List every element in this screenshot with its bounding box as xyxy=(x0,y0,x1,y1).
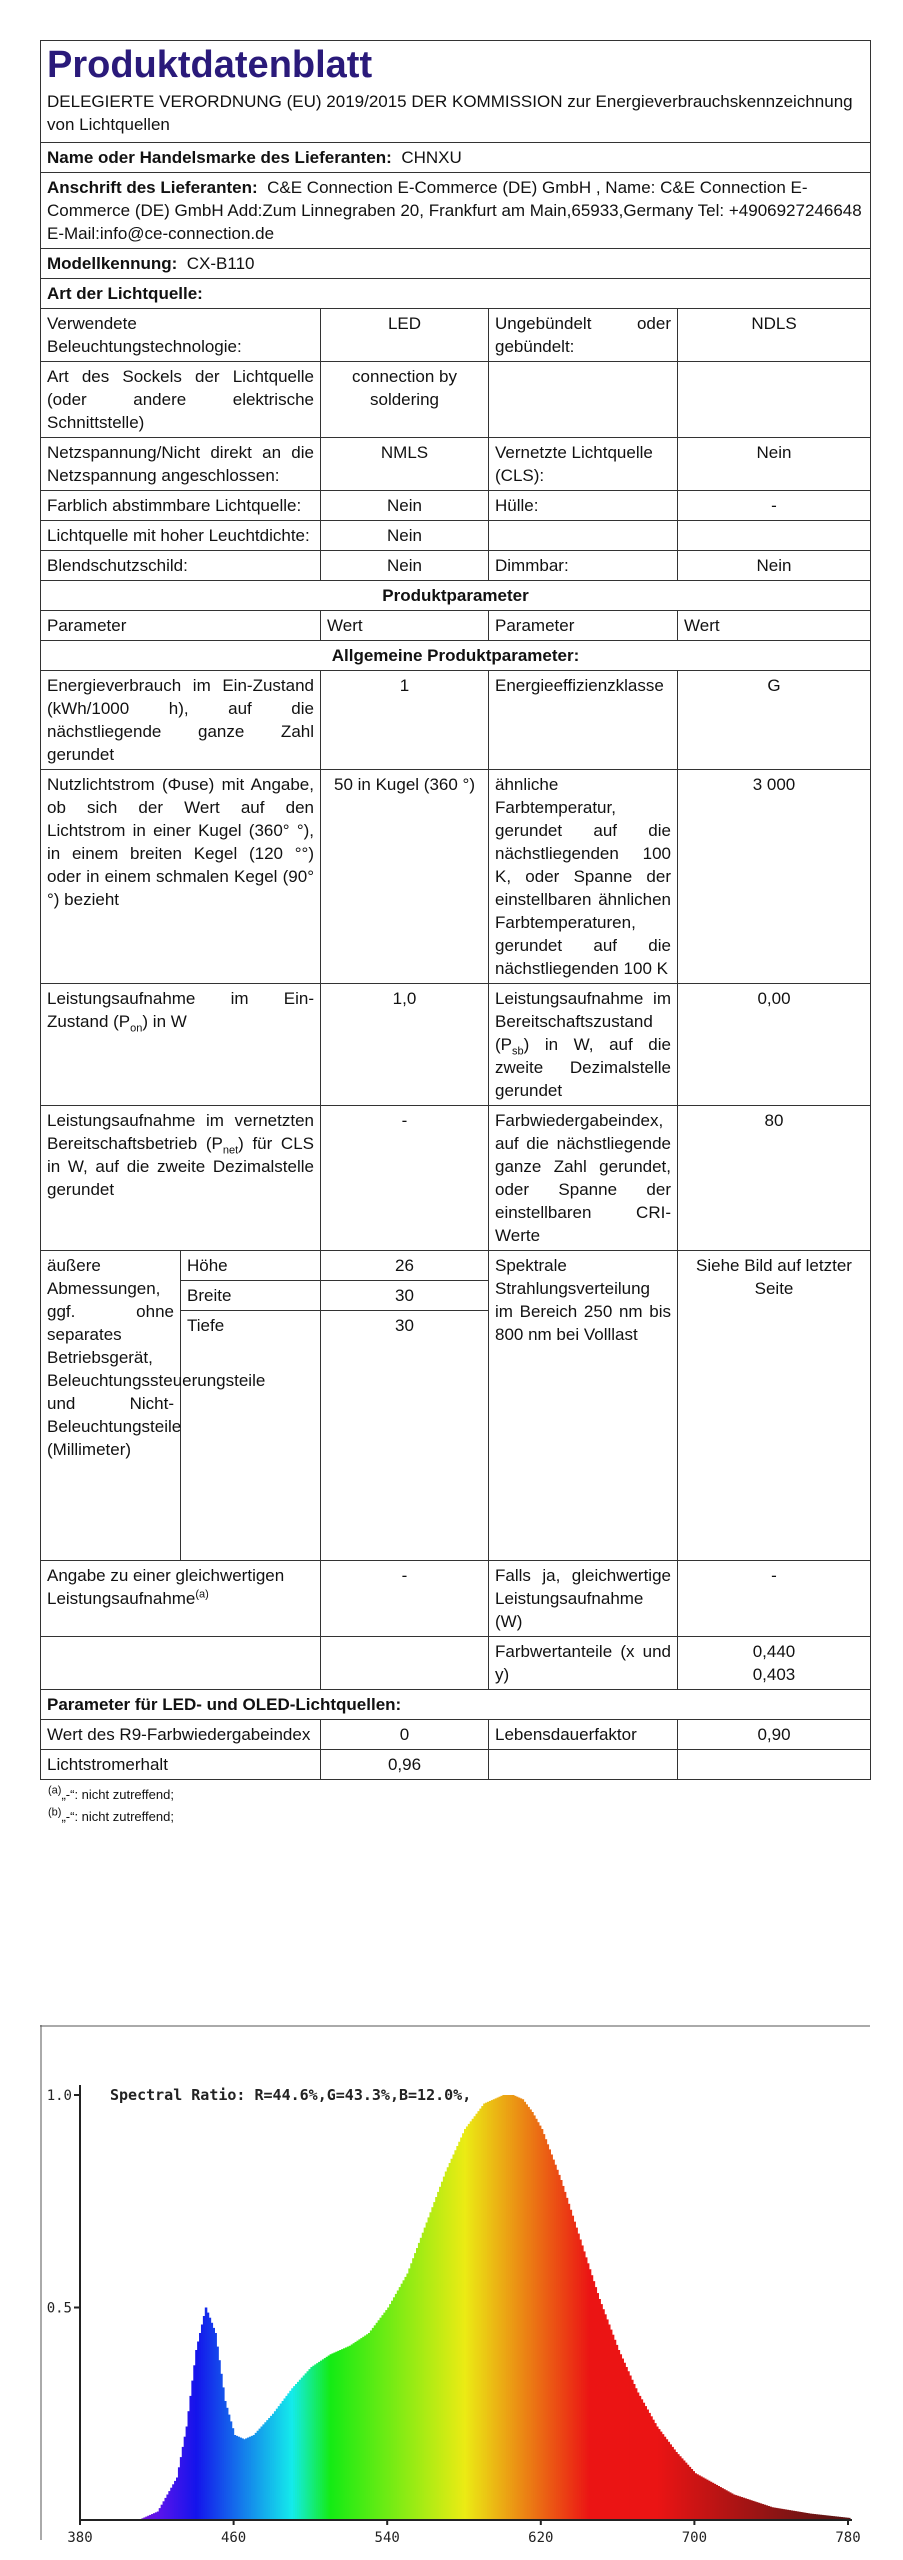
cell-label: Art des Sockels der Lichtquelle (oder andere elektrische Schnittstelle) xyxy=(41,362,321,438)
equivalent-power-value: - xyxy=(321,1561,489,1637)
energy-consumption-value: 1 xyxy=(321,671,489,770)
spectral-distribution-label: Spektrale Strahlungsverteilung im Bereich 250 nm bis 800 nm bei Volllast xyxy=(489,1251,678,1561)
table-row xyxy=(41,362,871,438)
supplier-name-row xyxy=(41,143,871,173)
cell-value: - xyxy=(678,491,871,521)
luminous-flux-value: 50 in Kugel (360 °) xyxy=(321,770,489,984)
light-source-heading: Art der Lichtquelle: xyxy=(41,279,871,309)
equivalent-power-label: Angabe zu einer gleichwertigen Leistungsaufnahme$^{(a)}$ xyxy=(41,1561,321,1637)
lumen-maintenance-label: Lichtstromerhalt xyxy=(41,1750,321,1780)
y-tick-label: 0.5 xyxy=(46,2300,72,2317)
luminous-flux-label: Nutzlichtstrom (Φuse) mit Angabe, ob sich der Wert auf den Lichtstrom in einer Kugel (360° °), in einem breiten Kegel (120 °°) oder in einem schmalen Kegel (90° °) bezieht xyxy=(41,770,321,984)
cell-value: Nein xyxy=(678,551,871,581)
cell-label: Dimmbar: xyxy=(489,551,678,581)
model-row xyxy=(41,249,871,279)
cell-label: Netzspannung/Nicht direkt an die Netzspannung angeschlossen: xyxy=(41,438,321,491)
depth-label: Tiefe xyxy=(181,1311,321,1561)
table-row xyxy=(41,770,871,984)
x-tick-label: 380 xyxy=(67,2530,93,2545)
supplier-name-value: CHNXU xyxy=(401,148,462,167)
model-label: Modellkennung: xyxy=(47,254,178,273)
column-header-row xyxy=(41,611,871,641)
cell-label xyxy=(489,521,678,551)
cell-label: Farblich abstimmbare Lichtquelle: xyxy=(41,491,321,521)
supplier-address-label: Anschrift des Lieferanten: xyxy=(47,178,258,197)
table-row xyxy=(41,1561,871,1637)
cri-value: 80 xyxy=(678,1106,871,1251)
equivalent-watt-label: Falls ja, gleichwertige Leistungsaufnahme (W) xyxy=(489,1561,678,1637)
cell-value: NDLS xyxy=(678,309,871,362)
energy-consumption-label: Energieverbrauch im Ein-Zustand (kWh/1000 h), auf die nächstliegende ganze Zahl gerundet xyxy=(41,671,321,770)
spectrum-bars xyxy=(140,2095,851,2520)
table-row xyxy=(41,984,871,1106)
standby-power-label: Leistungsaufnahme im Bereitschaftszustand $(P_{sb})$ in W, auf die zweite Dezimalstelle gerundet xyxy=(489,984,678,1106)
width-value: 30 xyxy=(321,1281,489,1311)
cell-label: Blendschutzschild: xyxy=(41,551,321,581)
table-row xyxy=(41,438,871,491)
cell-label xyxy=(489,362,678,438)
x-tick-label: 620 xyxy=(528,2530,554,2545)
r9-value: 0 xyxy=(321,1720,489,1750)
lumen-maintenance-value: 0,96 xyxy=(321,1750,489,1780)
table-row xyxy=(41,309,871,362)
x-tick-label: 460 xyxy=(220,2530,247,2545)
product-datasheet xyxy=(40,40,870,1826)
x-tick-label: 780 xyxy=(835,2530,861,2545)
led-params-heading: Parameter für LED- und OLED-Lichtquellen: xyxy=(41,1690,871,1720)
footnote-a: $^{(a)}$„-“: nicht zutreffend; xyxy=(48,1784,174,1802)
x-tick-label: 700 xyxy=(681,2530,708,2545)
equivalent-watt-value: - xyxy=(678,1561,871,1637)
cell-value: Nein xyxy=(321,551,489,581)
depth-value: 30 xyxy=(321,1311,489,1561)
y-tick-label: 1.0 xyxy=(46,2088,72,2104)
column-header: Wert xyxy=(321,611,489,641)
standby-power-value: 0,00 xyxy=(678,984,871,1106)
cell-label: Lichtquelle mit hoher Leuchtdichte: xyxy=(41,521,321,551)
datasheet-table xyxy=(40,40,871,1780)
table-row xyxy=(41,551,871,581)
supplier-address-row xyxy=(41,173,871,249)
on-mode-power-label: Leistungsaufnahme im Ein-Zustand $(P_{on})$ in W xyxy=(41,984,321,1106)
cell-label: Verwendete Beleuchtungstechnologie: xyxy=(41,309,321,362)
color-temperature-label: ähnliche Farbtemperatur, gerundet auf die nächstliegenden 100 K, oder Spanne der einstellbaren ähnlichen Farbtemperaturen, gerundet auf die nächstliegenden 100 K xyxy=(489,770,678,984)
table-row xyxy=(41,1251,871,1281)
cell-value: Nein xyxy=(321,491,489,521)
height-value: 26 xyxy=(321,1251,489,1281)
cell-value: Nein xyxy=(678,438,871,491)
cell-value: connection by soldering xyxy=(321,362,489,438)
energy-class-value: G xyxy=(678,671,871,770)
footnotes xyxy=(40,1786,870,1826)
spectral-distribution-value: Siehe Bild auf letzter Seite xyxy=(678,1251,871,1561)
product-params-heading: Produktparameter xyxy=(41,581,871,611)
r9-label: Wert des R9-Farbwiedergabeindex xyxy=(41,1720,321,1750)
x-tick-label: 540 xyxy=(374,2530,400,2545)
lifetime-factor-label: Lebensdauerfaktor xyxy=(489,1720,678,1750)
lifetime-factor-value: 0,90 xyxy=(678,1720,871,1750)
cell-value: LED xyxy=(321,309,489,362)
supplier-address-value: C&E Connection E-Commerce (DE) GmbH , Name: C&E Connection E-Commerce (DE) GmbH Add:Zum Linnegraben 20, Frankfurt am Main,65933,Germany Tel: +4906927246648 E-Mail:info@ce-connection.de xyxy=(47,178,862,243)
supplier-name-label: Name oder Handelsmarke des Lieferanten: xyxy=(47,148,392,167)
dimensions-label: äußere Abmessungen, ggf. ohne separates Betriebsgerät, Beleuchtungssteuerungsteile und Nicht-Beleuchtungsteile (Millimeter) xyxy=(41,1251,181,1561)
column-header: Parameter xyxy=(41,611,321,641)
networked-standby-label: Leistungsaufnahme im vernetzten Bereitschaftsbetrieb $(P_{net})$ für CLS in W, auf die zweite Dezimalstelle gerundet xyxy=(41,1106,321,1251)
cell-value xyxy=(678,362,871,438)
cell-value xyxy=(678,521,871,551)
cell-label: Ungebündelt oder gebündelt: xyxy=(489,309,678,362)
table-row xyxy=(41,1720,871,1750)
table-row xyxy=(41,1750,871,1780)
width-label: Breite xyxy=(181,1281,321,1311)
model-value: CX-B110 xyxy=(186,254,255,273)
on-mode-power-value: 1,0 xyxy=(321,984,489,1106)
spectral-chart xyxy=(40,2025,870,2545)
cell-label: Vernetzte Lichtquelle (CLS): xyxy=(489,438,678,491)
table-row xyxy=(41,521,871,551)
cri-label: Farbwiedergabeindex, auf die nächstliegende ganze Zahl gerundet, oder Spanne der einstellbaren CRI-Werte xyxy=(489,1106,678,1251)
table-row xyxy=(41,1106,871,1251)
chart-title: Spectral Ratio: R=44.6%,G=43.3%,B=12.0%, xyxy=(110,2086,472,2104)
chromaticity-value: 0,440 0,403 xyxy=(678,1637,871,1690)
regulation-subtitle: DELEGIERTE VERORDNUNG (EU) 2019/2015 DER KOMMISSION zur Energieverbrauchskennzeichnung von Lichtquellen xyxy=(41,87,871,143)
table-row xyxy=(41,1637,871,1690)
footnote-b: $^{(b)}$„-“: nicht zutreffend; xyxy=(48,1806,174,1824)
color-temperature-value: 3 000 xyxy=(678,770,871,984)
cell-label: Hülle: xyxy=(489,491,678,521)
height-label: Höhe xyxy=(181,1251,321,1281)
networked-standby-value: - xyxy=(321,1106,489,1251)
page-title: Produktdatenblatt xyxy=(41,41,871,88)
column-header: Parameter xyxy=(489,611,678,641)
chromaticity-label: Farbwertanteile (x und y) xyxy=(489,1637,678,1690)
table-row xyxy=(41,491,871,521)
column-header: Wert xyxy=(678,611,871,641)
cell-value: Nein xyxy=(321,521,489,551)
cell-value: NMLS xyxy=(321,438,489,491)
energy-class-label: Energieeffizienzklasse xyxy=(489,671,678,770)
table-row xyxy=(41,671,871,770)
general-params-heading: Allgemeine Produktparameter: xyxy=(41,641,871,671)
